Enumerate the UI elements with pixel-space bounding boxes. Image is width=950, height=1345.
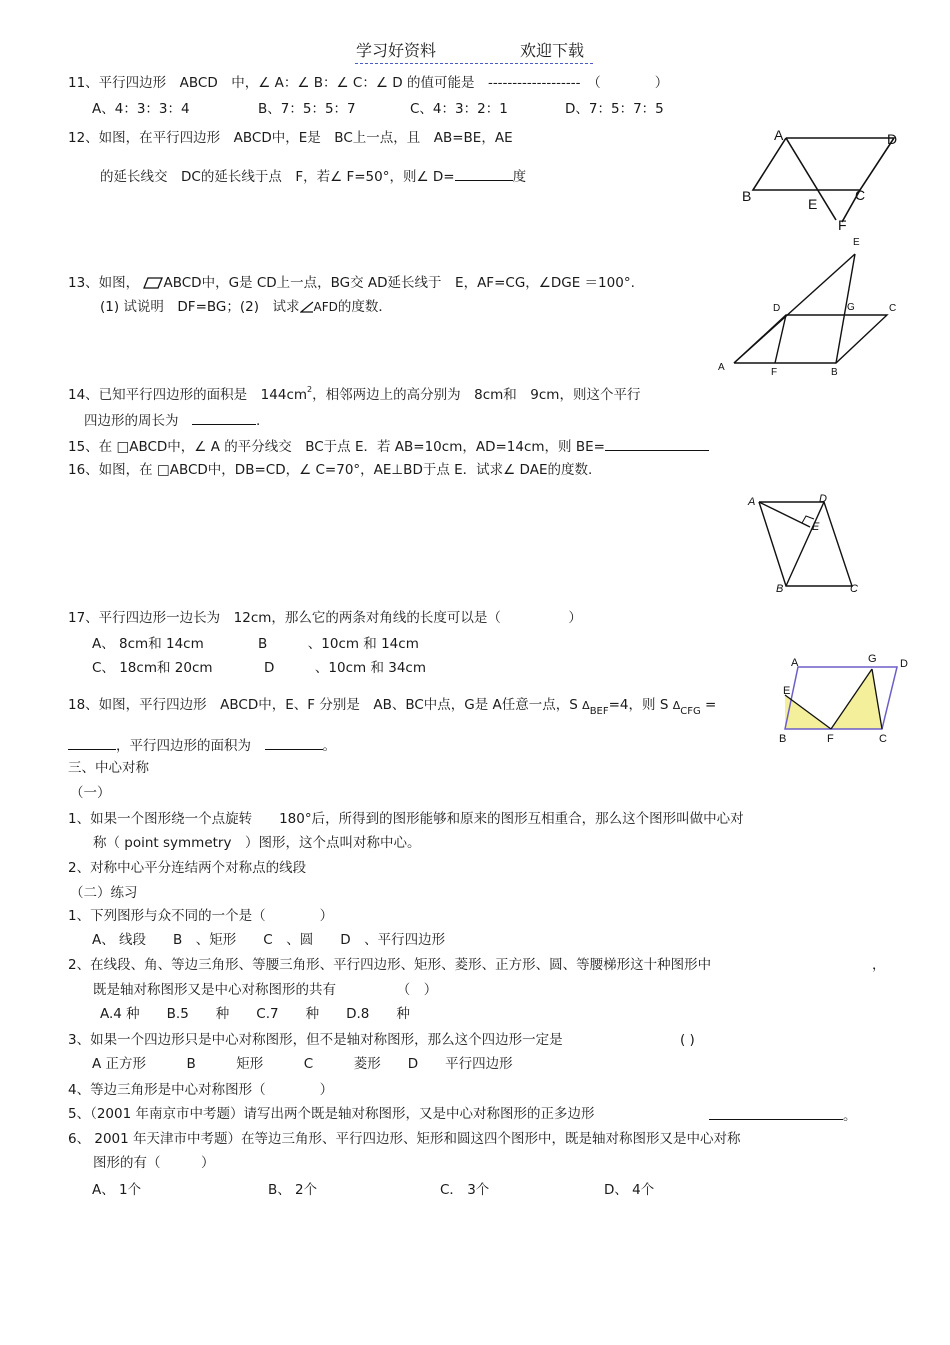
q18-line1: 18、如图，平行四边形 ABCD中，E、F 分别是 AB、BC中点，G是 A任意一点，S $\Delta_{BEF}=4$，则 S $\Delta_{CFG}$ = [68, 697, 717, 717]
q17-option-d: D 、10cm 和 34cm [264, 660, 426, 676]
q15: 15、在 □ABCD中，∠ A 的平分线交 BC于点 E．若 AB=10cm，AD=14cm，则 BE= [68, 436, 709, 456]
q14-line1: 14、已知平行四边形的面积是 $144cm^2$，相邻两边上的高分别为 8cm和 9cm，则这个平行 [68, 385, 641, 403]
ex1-stem: 1、下列图形与众不同的一个是（ ） [68, 908, 334, 924]
angle-icon [300, 301, 314, 313]
q18-line2: ，平行四边形的面积为 。 [68, 735, 336, 755]
q18-label-c: C [879, 733, 887, 745]
ex6-option-c: C． 3个 [440, 1182, 490, 1198]
answer-blank [192, 410, 256, 425]
section-part2: （二）练习 [70, 885, 138, 901]
q11-option-a: A、4：3：3：4 [92, 101, 190, 117]
parallelogram-icon [143, 277, 163, 289]
q18-label-e: E [783, 685, 791, 697]
q11-stem: 11、平行四边形 ABCD 中，∠ A：∠ B：∠ C：∠ D 的值可能是 ------------------- （ ） [68, 75, 669, 91]
header-left: 学习好资料 [356, 41, 437, 60]
ex2-comma: ， [872, 957, 886, 973]
ex3-options: A 正方形 B 矩形 C 菱形 D 平行四边形 [92, 1056, 513, 1072]
ex6-option-a: A、 1个 [92, 1182, 142, 1198]
q16: 16、如图，在 □ABCD中，DB=CD，∠ C=70°，AE⊥BD于点 E．试求∠ DAE的度数. [68, 462, 593, 478]
q13-label-e: E [853, 237, 860, 248]
q13-label-d: D [773, 303, 781, 314]
q12-line2: 的延长线交 DC的延长线于点 F，若∠ F=50°，则∠ D= 度 [100, 166, 526, 186]
q17-option-c: C、 18cm和 20cm [92, 660, 213, 676]
q18-label-g: G [868, 653, 877, 665]
q16-label-d: D [819, 493, 827, 505]
ex4-stem: 4、等边三角形是中心对称图形（ ） [68, 1082, 334, 1098]
q16-figure [744, 488, 864, 596]
ex6-stem2: 图形的有（ ） [93, 1155, 215, 1171]
answer-blank [455, 166, 513, 181]
answer-blank [68, 735, 116, 750]
q17-option-b: B 、10cm 和 14cm [258, 636, 419, 652]
answer-blank [265, 735, 323, 750]
q12-label-a: A [774, 127, 784, 143]
ex2-options: A.4 种 B.5 种 C.7 种 D.8 种 [100, 1006, 410, 1022]
q11-option-d: D、7：5：7：5 [565, 101, 664, 117]
answer-blank [605, 436, 709, 451]
definition-2: 2、对称中心平分连结两个对称点的线段 [68, 860, 307, 876]
ex2-stem2: 既是轴对称图形又是中心对称图形的共有 （ ） [93, 982, 438, 998]
q13-label-f: F [771, 367, 778, 378]
ex6-stem: 6、 2001 年天津市中考题）在等边三角形、平行四边形、矩形和圆这四个图形中，既是轴对称图形又是中心对称 [68, 1131, 741, 1147]
answer-blank [709, 1105, 843, 1120]
definition-1b: 称（ point symmetry ）图形，这个点叫对称中心。 [93, 835, 421, 851]
q13-label-b: B [831, 367, 838, 378]
header-rule [355, 63, 593, 64]
q18-label-d: D [900, 658, 908, 670]
q16-label-e: E [812, 521, 820, 533]
q12-label-e: E [808, 196, 818, 212]
q11-option-b: B、7：5：5：7 [258, 101, 356, 117]
q13-label-g: G [847, 302, 855, 313]
q12-label-c: C [855, 187, 866, 203]
ex2-stem: 2、在线段、角、等边三角形、等腰三角形、平行四边形、矩形、菱形、正方形、圆、等腰梯形这十种图形中 [68, 957, 712, 973]
q12-label-b: B [742, 188, 752, 204]
q16-label-a: A [748, 496, 756, 508]
ex3-paren: ( ) [680, 1032, 695, 1048]
ex3-stem: 3、如果一个四边形只是中心对称图形，但不是轴对称图形，那么这个四边形一定是 [68, 1032, 563, 1048]
q14-line2: 四边形的周长为 . [84, 410, 260, 430]
q12-label-d: D [887, 131, 898, 147]
header-right: 欢迎下载 [520, 41, 585, 60]
ex5-answer: 。 [709, 1105, 857, 1125]
q13-line2: (1) 试说明 DF=BG；(2) 试求 AFD的度数． [100, 299, 392, 315]
q12-line1: 12、如图，在平行四边形 ABCD中，E是 BC上一点，且 AB=BE，AE [68, 130, 513, 146]
q18-figure [776, 650, 916, 746]
q13-figure [716, 236, 906, 376]
q18-label-a: A [791, 657, 799, 669]
q12-label-f: F [838, 217, 847, 233]
q13-label-c: C [889, 303, 897, 314]
q18-label-b: B [779, 733, 787, 745]
q16-label-c: C [850, 583, 858, 595]
ex1-options: A、 线段 B 、矩形 C 、圆 D 、平行四边形 [92, 932, 446, 948]
section-title: 三、中心对称 [68, 760, 149, 776]
q13-label-a: A [718, 362, 725, 373]
definition-1: 1、如果一个图形绕一个点旋转 180°后，所得到的图形能够和原来的图形互相重合，那么这个图形叫做中心对 [68, 811, 744, 827]
ex6-option-d: D、 4个 [604, 1182, 655, 1198]
section-part1: （一） [70, 785, 111, 801]
q11-option-c: C、4：3：2：1 [410, 101, 508, 117]
q13-line1: 13、如图， ABCD中，G是 CD上一点，BG交 AD延长线于 E，AF=CG，∠DGE ＝100°. [68, 275, 635, 291]
q18-label-f: F [827, 733, 834, 745]
ex6-option-b: B、 2个 [268, 1182, 318, 1198]
ex5-stem: 5、（2001 年南京市中考题）请写出两个既是轴对称图形，又是中心对称图形的正多边形 [68, 1106, 595, 1122]
q17-option-a: A、 8cm和 14cm [92, 636, 204, 652]
q12-figure [738, 124, 908, 236]
q16-label-b: B [776, 583, 784, 595]
q17-stem: 17、平行四边形一边长为 12cm，那么它的两条对角线的长度可以是（ ） [68, 610, 582, 626]
